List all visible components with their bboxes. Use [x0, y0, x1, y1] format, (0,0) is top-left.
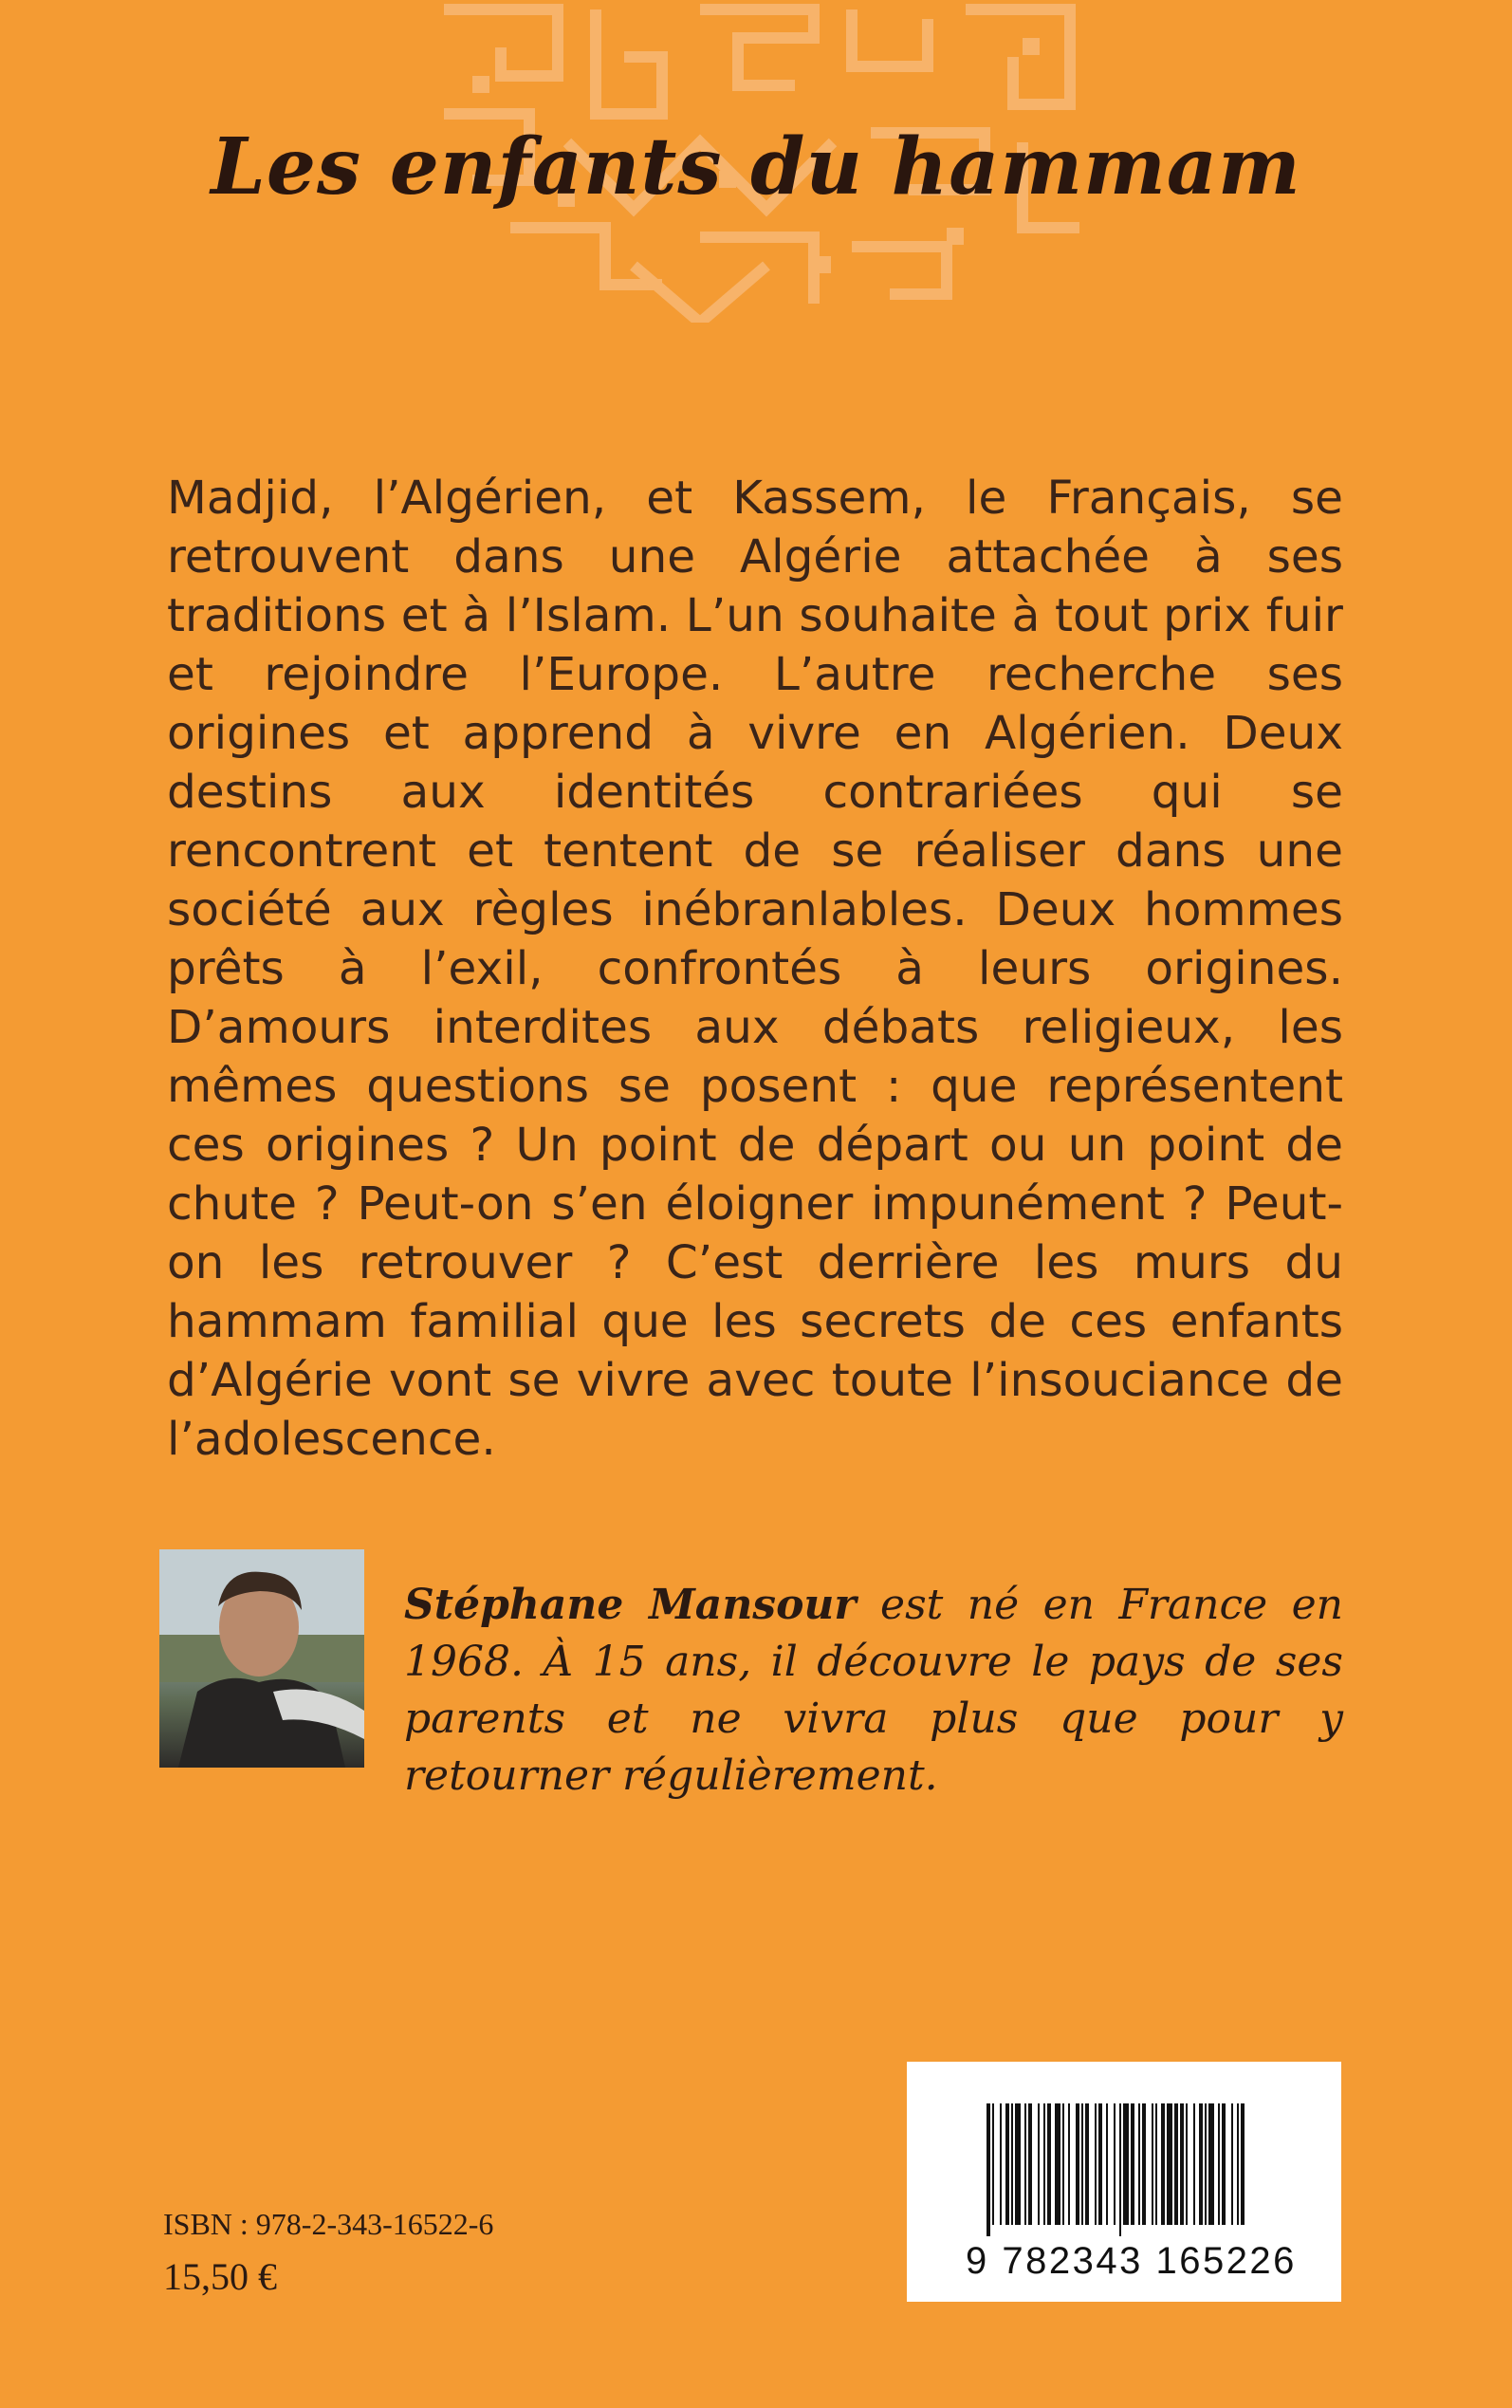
- author-photo: [159, 1549, 364, 1768]
- barcode-bar: [1085, 2103, 1089, 2225]
- barcode-bar: [1095, 2103, 1097, 2225]
- isbn-number: ISBN : 978-2-343-16522-6: [163, 2207, 494, 2241]
- barcode-bar: [1068, 2103, 1070, 2225]
- barcode-bar: [1015, 2103, 1021, 2225]
- barcode-bar: [1123, 2103, 1129, 2225]
- author-bio: [404, 1577, 1343, 1805]
- barcode-bar: [1119, 2103, 1121, 2236]
- barcode-bar: [1142, 2103, 1146, 2225]
- barcode-bar: [1005, 2103, 1009, 2225]
- barcode-bar: [1231, 2103, 1233, 2225]
- barcode-bar: [1174, 2103, 1178, 2225]
- barcode-bar: [1186, 2103, 1188, 2225]
- barcode-bar: [1167, 2103, 1172, 2225]
- barcode-digits: 9 782343 165226: [966, 2240, 1297, 2282]
- barcode-bar: [1081, 2103, 1083, 2225]
- barcode-bar: [1043, 2103, 1045, 2225]
- barcode-bar: [1024, 2103, 1026, 2225]
- barcode-bar: [1155, 2103, 1157, 2225]
- barcode-bar: [1222, 2103, 1226, 2225]
- barcode-bar: [1098, 2103, 1102, 2225]
- barcode-bar: [1237, 2103, 1239, 2225]
- barcode-bar: [1114, 2103, 1116, 2225]
- book-title: Les enfants du hammam: [211, 121, 1301, 213]
- author-name: Stéphane Mansour: [404, 1581, 857, 1629]
- barcode-bar: [1038, 2103, 1040, 2225]
- barcode-bar: [1199, 2103, 1203, 2225]
- barcode-bar: [1152, 2103, 1153, 2225]
- author-bio-text: est né en France en 1968. À 15 ans, il découvre le pays de ses parents et ne vivra plus que pour y retourner régulièrement.: [404, 1581, 1343, 1800]
- barcode-bar: [1138, 2103, 1140, 2225]
- barcode-bar: [992, 2103, 994, 2225]
- barcode-bar: [1106, 2103, 1108, 2225]
- barcode-bar: [1241, 2103, 1245, 2225]
- price: 15,50 €: [163, 2255, 277, 2298]
- barcode: [907, 2062, 1341, 2302]
- barcode-bars: [986, 2103, 1248, 2236]
- barcode-bar: [1011, 2103, 1013, 2225]
- barcode-bar: [986, 2103, 990, 2236]
- barcode-bar: [1208, 2103, 1214, 2225]
- barcode-bar: [1218, 2103, 1220, 2225]
- barcode-bar: [1000, 2103, 1002, 2225]
- barcode-bar: [1028, 2103, 1032, 2225]
- barcode-bar: [1076, 2103, 1079, 2225]
- barcode-bar: [1055, 2103, 1060, 2225]
- barcode-bar: [1062, 2103, 1064, 2225]
- barcode-bar: [1180, 2103, 1184, 2225]
- barcode-bar: [1193, 2103, 1195, 2225]
- barcode-bar: [1161, 2103, 1165, 2225]
- barcode-bar: [1131, 2103, 1134, 2225]
- back-cover-blurb: Madjid, l’Algérien, et Kassem, le Français, se retrouvent dans une Algérie attachée à ses traditions et à l’Islam. L’un souhaite à tout prix fuir et rejoindre l’Europe. L’autre recherche ses origines et apprend à vivre en Algérien. Deux destins aux identités contrariées qui se rencontrent et tentent de se réaliser dans une société aux règles inébranlables. Deux hommes prêts à l’exil, confrontés à leurs origines. D’amours interdites aux débats religieux, les mêmes questions se posent : que représentent ces origines ? Un point de départ ou un point de chute ? Peut-on s’en éloigner impunément ? Peut-on les retrouver ? C’est derrière les murs du hammam familial que les secrets de ces enfants d’Algérie vont se vivre avec toute l’insouciance de l’adolescence.: [167, 472, 1343, 1466]
- barcode-bar: [1047, 2103, 1051, 2225]
- barcode-bar: [1205, 2103, 1207, 2225]
